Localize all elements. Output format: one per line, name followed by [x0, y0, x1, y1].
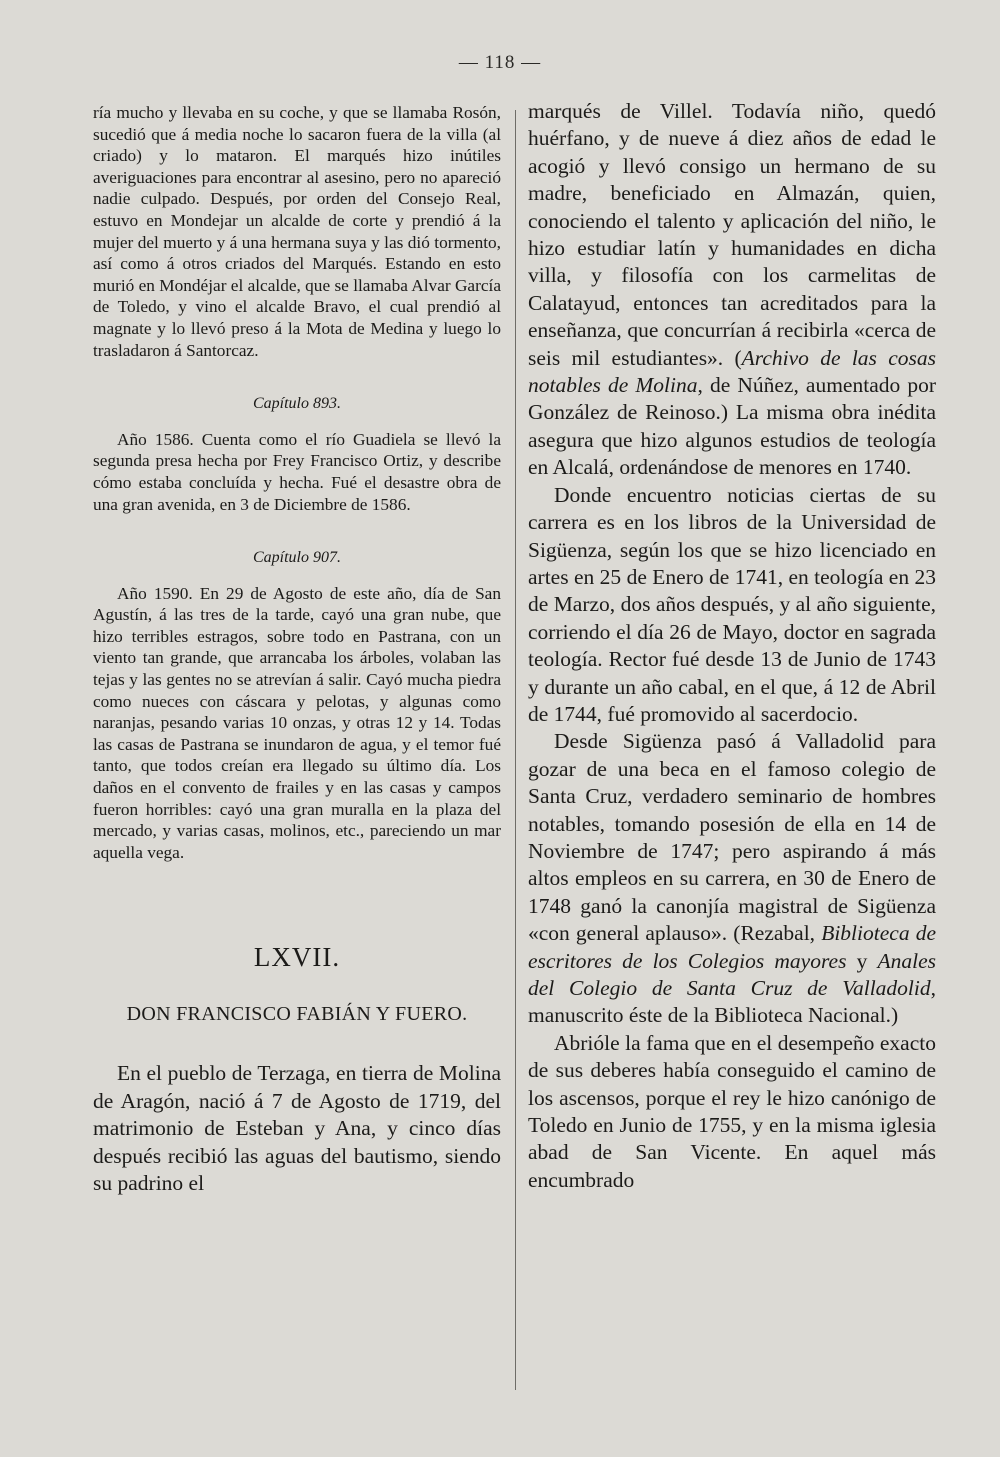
left-column	[93, 102, 501, 1197]
p3-text-a: Desde Sigüenza pasó á Valladolid para gozar de una beca en el famoso colegio de Santa Cruz, verdadero seminario de hombres notables, tomando posesión de ella en 14 de Noviembre de 1747; pero aspirando á más altos empleos en su carrera, en 30 de Enero de 1748 ganó la canonjía magistral de Sigüenza «con general aplauso». (Rezabal,	[528, 729, 936, 946]
right-paragraph-2: Donde encuentro noticias ciertas de su carrera es en los libros de la Universidad de Sigüenza, según los que se hizo licenciado en artes en 25 de Enero de 1741, en teología en 23 de Marzo, dos años después, y al año siguiente, corriendo el día 26 de Mayo, doctor en sagrada teología. Rector fué desde 13 de Junio de 1743 y durante un año cabal, en el que, á 12 de Abril de 1744, fué promovido al sacerdocio.	[528, 482, 936, 726]
continued-paragraph: ría mucho y llevaba en su coche, y que se llamaba Rosón, sucedió que á media noche lo sacaron fuera de la villa (al criado) y lo mataron. El marqués hizo inútiles averiguaciones para encontrar al asesino, pero no apareció nadie culpado. Después, por orden del Consejo Real, estuvo en Mondejar un alcalde de corte y prendió á la mujer del muerto y á una hermana suya y las dió tormento, así como á otros criados del Marqués. Estando en esto murió en Mondéjar el alcalde, que se llamaba Alvar García de Toledo, y vino el alcalde Bravo, el cual prendió al magnate y lo llevó preso á la Mota de Medina y luego lo trasladaron á Santorcaz.	[93, 103, 501, 360]
p3-text-mid: y	[846, 948, 878, 973]
chapter-893-heading: Capítulo 893.	[252, 395, 341, 413]
right-paragraph-4: Abrióle la fama que en el desempeño exacto de sus deberes había conseguido el camino de los ascensos, porque el rey le hizo canónigo de Toledo en Junio de 1755, y en la misma iglesia abad de San Vicente. En aquel más encumbrado	[528, 1030, 936, 1192]
p1-text-a: marqués de Villel. Todavía niño, quedó huérfano, y de nueve á diez años de edad le acogió y llevó consigo un hermano de su madre, beneficiado en Almazán, quien, conociendo el talento y aplicación del niño, le hizo estudiar latín y humanidades en dicha villa, y filosofía con los carmelitas de Calatayud, entonces tan acreditados para la enseñanza, que concurrían á recibirla «cerca de seis mil estudiantes». (	[528, 99, 936, 370]
p3-italic-title-2: Anales del Colegio de Santa Cruz de Valladolid	[528, 948, 936, 1000]
p1-text-b: , de Núñez, aumentado por González de Reinoso.) La misma obra inédita asegura que hizo algunos estudios de teología en Alcalá, ordenándose de menores en 1740.	[528, 373, 937, 480]
chapter-907-heading: Capítulo 907.	[252, 549, 341, 567]
biography-intro-paragraph: En el pueblo de Terzaga, en tierra de Molina de Aragón, nació á 7 de Agosto de 1719, del matrimonio de Esteban y Ana, y cinco días después recibió las aguas del bautismo, siendo su padrino el	[93, 1061, 501, 1196]
p3-text-b: , manuscrito éste de la Biblioteca Nacional.)	[528, 976, 936, 1028]
right-paragraph-1	[528, 98, 936, 482]
column-divider	[515, 110, 516, 1390]
chapter-893-paragraph: Año 1586. Cuenta como el río Guadiela se llevó la segunda presa hecha por Frey Francisco Ortiz, y describe cómo estaba concluída y hecha. Fué el desastre obra de una gran avenida, en 3 de Diciembre de 1586.	[93, 429, 501, 514]
chapter-907-paragraph: Año 1590. En 29 de Agosto de este año, día de San Agustín, á las tres de la tarde, cayó una gran nube, que hizo terribles estragos, sobre todo en Pastrana, con un viento tan grande, que arrancaba los árboles, volaban las tejas y las gentes no se atrevían á salir. Cayó mucha piedra como nueces con cáscara y pelotas, y algunas como naranjas, pesando varias 10 onzas, y otras 12 y 14. Todas las casas de Pastrana se inundaron de agua, y el temor fué tanto, que todos creían era llegado su último día. Los daños en el convento de frailes y en las casas y campos fueron horribles: cayó una gran muralla en la plaza del mercado, y varias casas, molinos, etc., pareciendo un mar aquella vega.	[93, 583, 501, 862]
page-number: — 118 —	[458, 52, 542, 73]
section-number: LXVII.	[253, 942, 341, 973]
right-paragraph-3	[528, 728, 936, 1029]
p1-italic-title: Archivo de las cosas notables de Molina	[528, 345, 936, 398]
right-column	[528, 98, 936, 1194]
section-title: DON FRANCISCO FABIÁN Y FUERO.	[126, 1003, 468, 1026]
p3-italic-title-1: Biblioteca de escritores de los Colegios mayores	[528, 921, 937, 973]
